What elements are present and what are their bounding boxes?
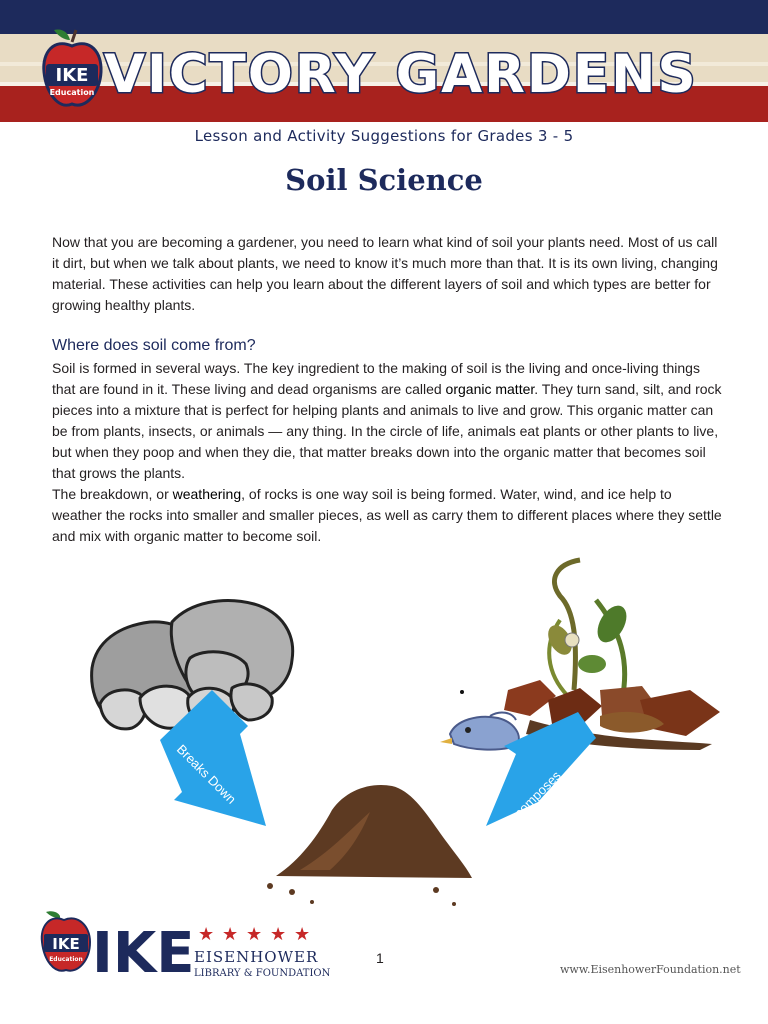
section-heading: Where does soil come from? <box>52 337 256 354</box>
soil-formation-diagram <box>0 540 768 910</box>
term-organic-matter: organic matter <box>445 381 535 397</box>
star-icon: ★ <box>294 924 311 945</box>
page-title: Soil Science <box>285 163 483 197</box>
footer-org-line2: LIBRARY & FOUNDATION <box>194 968 331 979</box>
paragraph-text: . They turn sand, silt, and rock pieces into a mixture that is perfect for helping plants and animals to live and grow. This organic matter can be from plants, insects, or animals — any thing. In the circle of life, animals eat plants or other plants to live, but when they poop and when they die, that matter breaks down into the organic matter that becomes soil that grows the plants. <box>52 381 722 481</box>
arrow-label-breaks-down: Breaks Down <box>173 741 240 807</box>
footer-logo-text: IKE <box>52 935 80 953</box>
leaf-icon <box>54 29 70 40</box>
term-weathering: weathering <box>172 486 242 502</box>
page-number: 1 <box>376 950 384 966</box>
banner-title: VICTORY GARDENS <box>104 44 698 105</box>
star-icon: ★ <box>270 924 287 945</box>
soil-formation-paragraph <box>52 358 722 484</box>
leaf-icon <box>46 911 60 918</box>
paragraph-text: The breakdown, or <box>52 486 173 502</box>
page-subtitle: Lesson and Activity Suggestions for Grades 3 - 5 <box>194 127 574 145</box>
banner-navy-band <box>0 0 768 34</box>
footer-url[interactable]: www.EisenhowerFoundation.net <box>560 963 741 976</box>
arrow-label-decomposes: Decomposes <box>499 767 564 833</box>
star-icon: ★ <box>246 924 263 945</box>
logo-text: IKE <box>55 65 89 86</box>
eisenhower-footer-logo <box>40 910 340 980</box>
logo-subtext: Education <box>49 88 95 97</box>
weathering-paragraph <box>52 484 722 547</box>
star-icon: ★ <box>222 924 239 945</box>
paragraph-text: , of rocks is one way soil is being formed. Water, wind, and ice help to weather the rocks into smaller and smaller pieces, as well as carry them to different places where they settle and mix with organic matter to become soil. <box>52 486 722 544</box>
header-banner <box>0 0 768 122</box>
footer-org-line1: EISENHOWER <box>194 948 319 966</box>
intro-paragraph: Now that you are becoming a gardener, you need to learn what kind of soil your plants need. Most of us call it dirt, but when we talk about plants, we need to know it’s much more than that. It is its own living, changing material. These activities can help you learn about the different layers of soil and which types are better for growing healthy plants. <box>52 234 718 313</box>
footer-ike-wordmark: IKE <box>92 921 195 980</box>
footer-logo-subtext: Education <box>49 956 83 963</box>
soil-pile-illustration <box>267 785 472 906</box>
stars-row <box>198 924 310 945</box>
star-icon: ★ <box>198 924 215 945</box>
paragraph-text: Soil is formed in several ways. The key ingredient to the making of soil is the living and once-living things that are found in it. These living and dead organisms are called <box>52 360 700 397</box>
stem-icon <box>72 30 76 42</box>
ike-apple-logo <box>40 26 104 116</box>
